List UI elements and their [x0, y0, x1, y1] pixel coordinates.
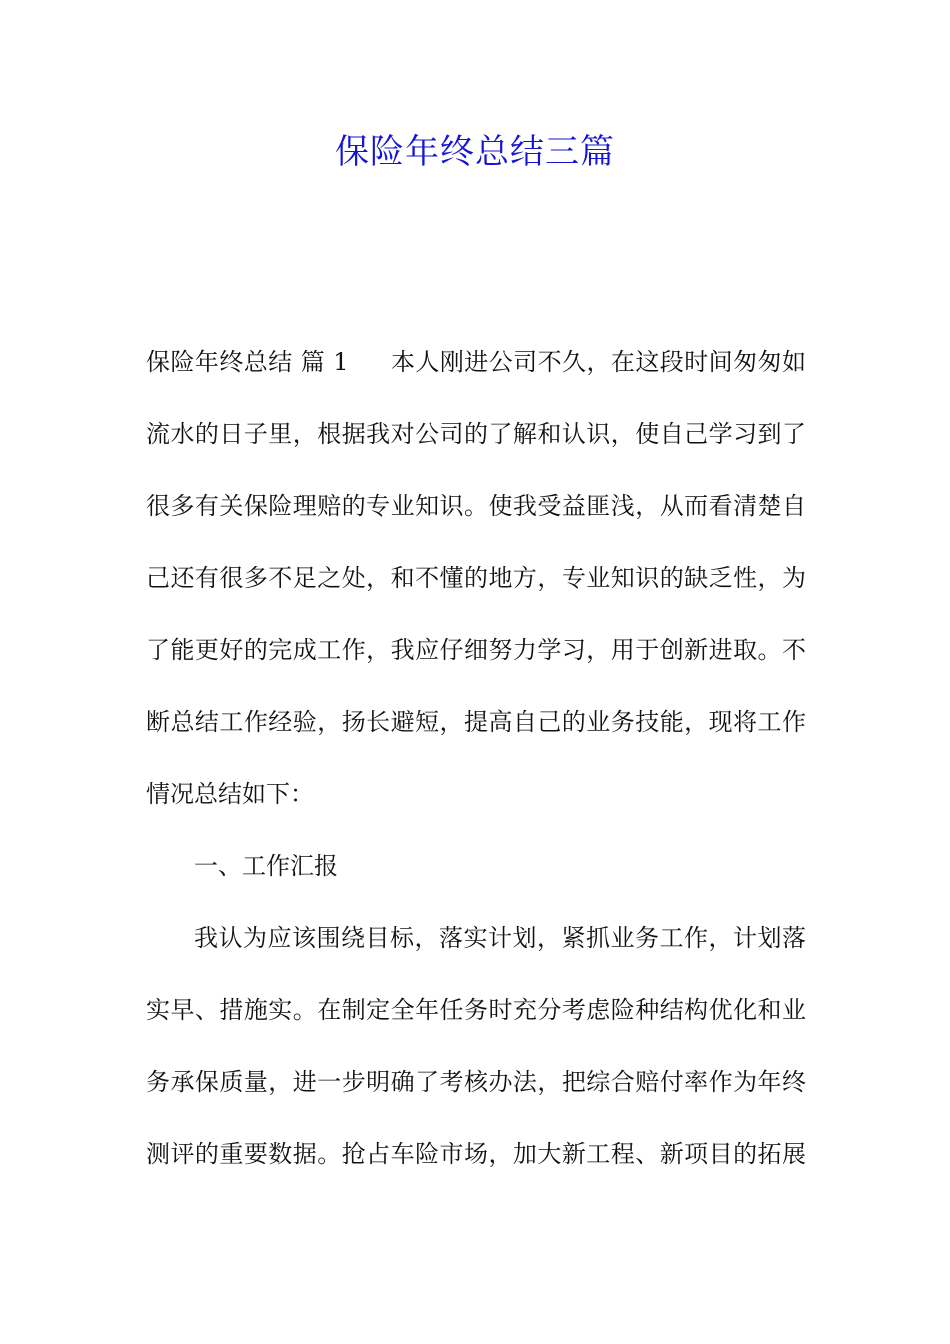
paragraph-line: 了能更好的完成工作，我应仔细努力学习，用于创新进取。不	[146, 636, 806, 664]
paragraph-line: 很多有关保险理赔的专业知识。使我受益匪浅，从而看清楚自	[146, 492, 806, 520]
paragraph-line: 己还有很多不足之处，和不懂的地方，专业知识的缺乏性，为	[146, 564, 806, 592]
section-heading: 保险年终总结 篇 1	[146, 348, 349, 376]
paragraph-line: 务承保质量，进一步明确了考核办法，把综合赔付率作为年终	[146, 1068, 806, 1096]
document-body	[146, 338, 806, 1202]
document-title: 保险年终总结三篇	[335, 132, 615, 172]
paragraph-line: 实早、措施实。在制定全年任务时充分考虑险种结构优化和业	[146, 996, 806, 1024]
paragraph-text: 本人刚进公司不久，在这段时间匆匆如	[390, 348, 806, 376]
paragraph-line: 流水的日子里，根据我对公司的了解和认识，使自己学习到了	[146, 420, 806, 448]
paragraph-line: 情况总结如下：	[146, 780, 314, 808]
paragraph-line	[146, 338, 806, 386]
paragraph-line: 断总结工作经验，扬长避短，提高自己的业务技能，现将工作	[146, 708, 806, 736]
subheading: 一、工作汇报	[194, 852, 338, 880]
paragraph-line: 我认为应该围绕目标，落实计划，紧抓业务工作，计划落	[194, 924, 806, 952]
paragraph-line: 测评的重要数据。抢占车险市场，加大新工程、新项目的拓展	[146, 1140, 806, 1168]
